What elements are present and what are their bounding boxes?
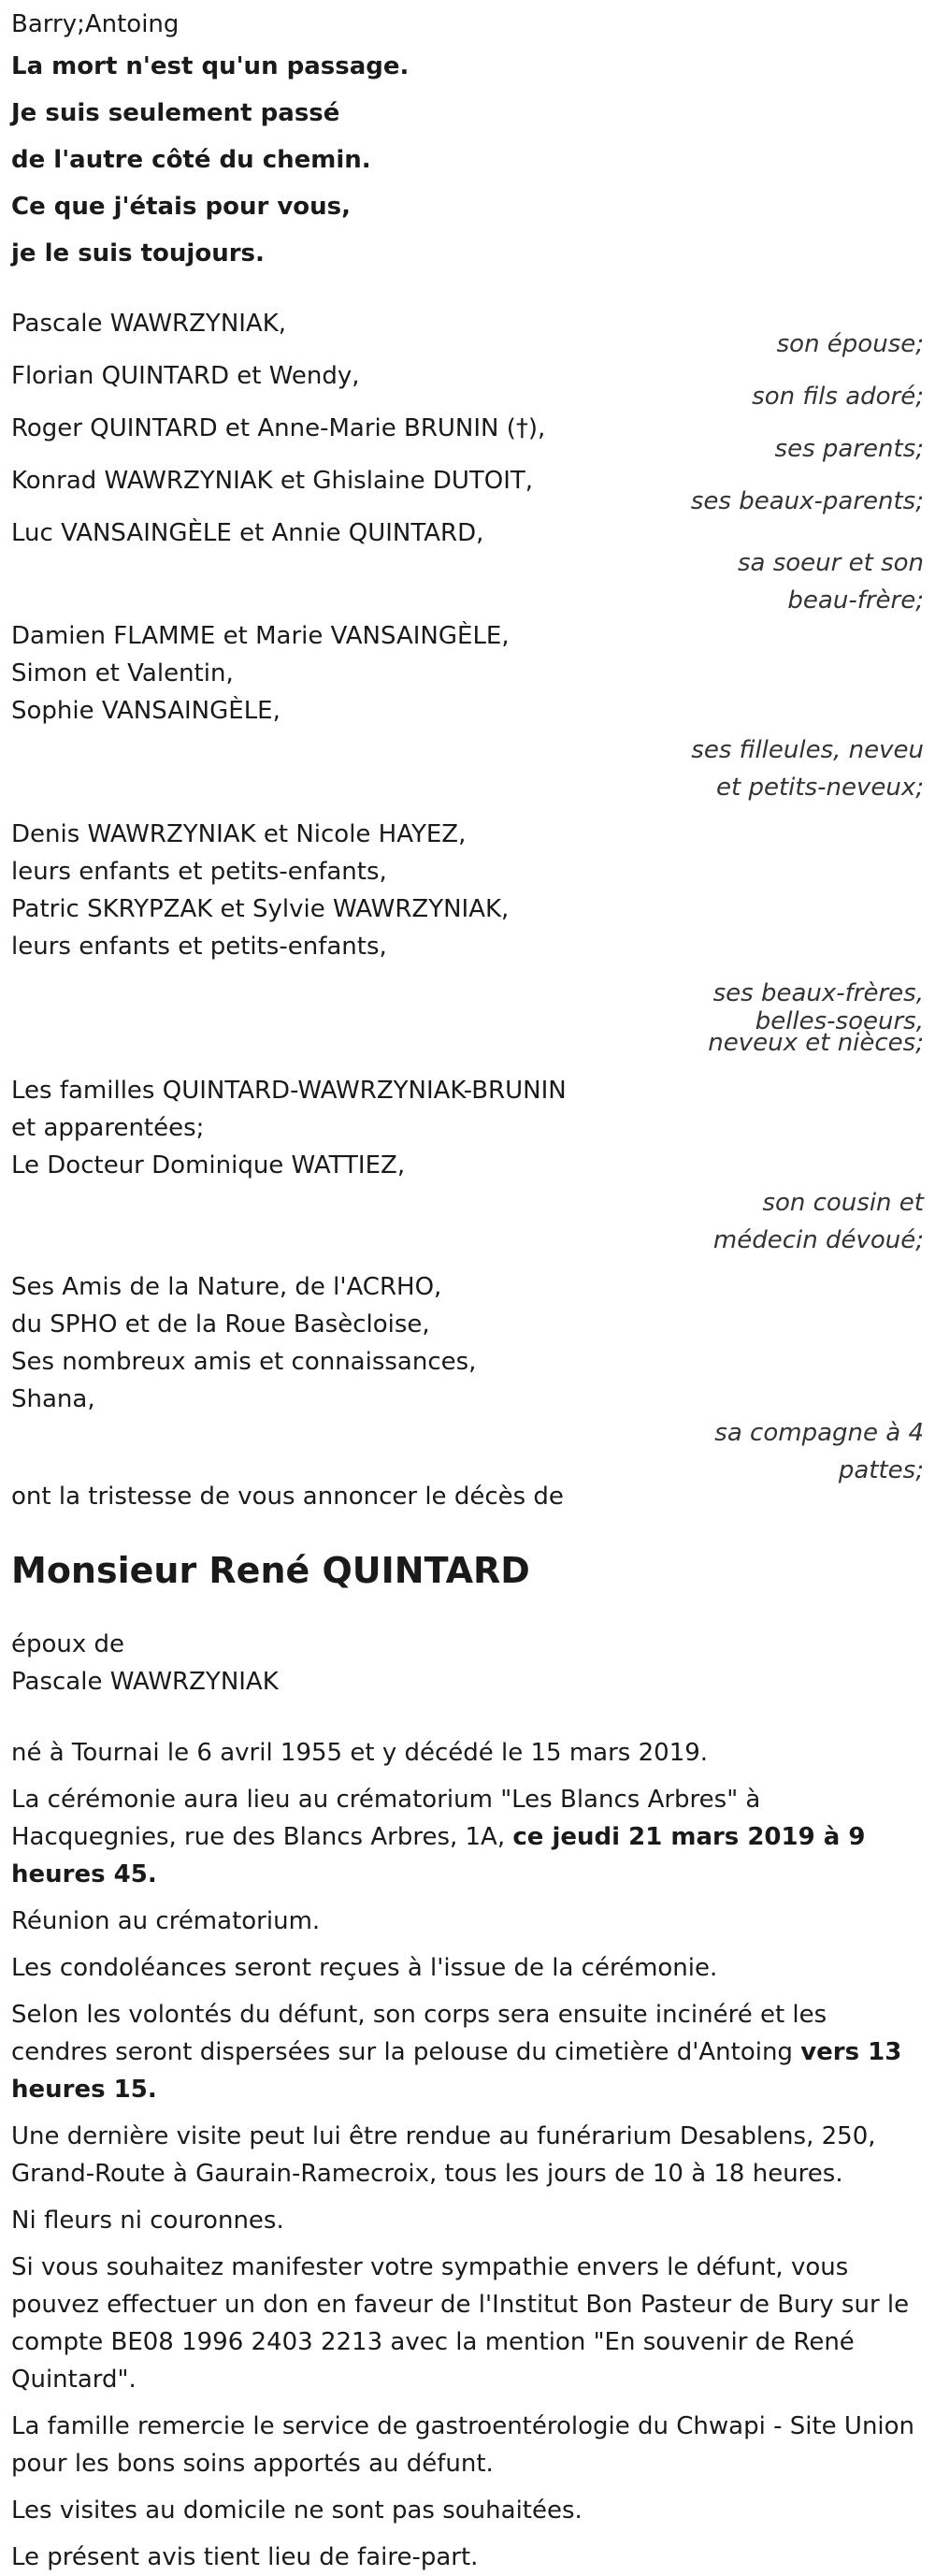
ceremony-paragraph: [11, 1781, 924, 1893]
flowers-paragraph: Ni fleurs ni couronnes.: [11, 2207, 284, 2235]
family-group: [11, 816, 924, 1055]
family-name: Konrad WAWRZYNIAK et Ghislaine DUTOIT,: [11, 467, 534, 495]
family-role: ses beaux-frères,: [712, 979, 924, 1007]
family-name: Roger QUINTARD et Anne-Marie BRUNIN (†),: [11, 414, 546, 442]
spouse-label: époux de: [11, 1630, 125, 1658]
family-name: Ses nombreux amis et connaissances,: [11, 1348, 477, 1376]
poem-line: Je suis seulement passé: [11, 99, 340, 127]
wishes-time: vers 13 heures 15.: [11, 2038, 902, 2104]
family-name: Simon et Valentin,: [11, 659, 234, 687]
wishes-paragraph: [11, 1996, 924, 2108]
family-name: Patric SKRYPZAK et Sylvie WAWRZYNIAK,: [11, 895, 510, 923]
donation-paragraph: Si vous souhaitez manifester votre sympathie envers le défunt, vous pouvez effectuer un don en faveur de l'Institut Bon Pasteur de Bury sur le compte BE08 1996 2403 2213 avec la mention "En souvenir de René Quintard".: [11, 2253, 910, 2394]
family-role: belles-soeurs,: [755, 1007, 924, 1035]
family-name: Ses Amis de la Nature, de l'ACRHO,: [11, 1273, 442, 1301]
family-role: son cousin et: [762, 1189, 924, 1217]
family-role: pattes;: [838, 1456, 924, 1484]
place-line: Barry;Antoing: [11, 10, 180, 38]
family-role: ses filleules, neveu: [691, 736, 924, 764]
birth-death-paragraph: né à Tournai le 6 avril 1955 et y décédé le 15 mars 2019.: [11, 1739, 709, 1767]
family-role: sa soeur et son: [737, 549, 924, 577]
family-role: sa compagne à 4: [714, 1419, 924, 1447]
family-group: [11, 410, 924, 468]
family-name: Pascale WAWRZYNIAK,: [11, 310, 287, 338]
poem-line: Ce que j'étais pour vous,: [11, 193, 352, 221]
visit-paragraph: Une dernière visite peut lui être rendue au funérarium Desablens, 250, Grand-Route à Gaurain-Ramecroix, tous les jours de 10 à 18 heures.: [11, 2122, 876, 2188]
family-name: Le Docteur Dominique WATTIEZ,: [11, 1151, 406, 1179]
home-visits-paragraph: Les visites au domicile ne sont pas souhaitées.: [11, 2496, 583, 2525]
poem-line: de l'autre côté du chemin.: [11, 146, 371, 174]
family-group: [11, 305, 924, 363]
ceremony-text: La cérémonie aura lieu au crématorium "Les Blancs Arbres" à Hacquegnies, rue des Blancs Arbres, 1A,: [11, 1786, 761, 1851]
family-name: Shana,: [11, 1385, 95, 1413]
family-name: Denis WAWRZYNIAK et Nicole HAYEZ,: [11, 820, 467, 848]
family-role: beau-frère;: [787, 586, 924, 615]
family-name: Florian QUINTARD et Wendy,: [11, 362, 360, 390]
family-name: leurs enfants et petits-enfants,: [11, 933, 387, 961]
deceased-name: Monsieur René QUINTARD: [11, 1550, 530, 1591]
family-group: [11, 1072, 924, 1259]
family-name: leurs enfants et petits-enfants,: [11, 858, 387, 886]
thanks-paragraph: La famille remercie le service de gastroentérologie du Chwapi - Site Union pour les bons soins apportés au défunt.: [11, 2412, 915, 2478]
ceremony-date: ce jeudi 21 mars 2019 à 9 heures 45.: [11, 1823, 866, 1889]
poem-line: je le suis toujours.: [11, 239, 265, 268]
poem-line: La mort n'est qu'un passage.: [11, 52, 410, 80]
family-name: et apparentées;: [11, 1114, 205, 1142]
wishes-text: Selon les volontés du défunt, son corps sera ensuite incinéré et les cendres seront dispersées sur la pelouse du cimetière d'Antoing: [11, 2001, 827, 2066]
obituary-page: [0, 6, 935, 2571]
spouse-name: Pascale WAWRZYNIAK: [11, 1668, 279, 1696]
notice-paragraph: Le présent avis tient lieu de faire-part.: [11, 2543, 479, 2571]
family-name: Luc VANSAINGÈLE et Annie QUINTARD,: [11, 519, 484, 547]
family-name: Damien FLAMME et Marie VANSAINGÈLE,: [11, 622, 510, 650]
family-role: ses beaux-parents;: [690, 487, 924, 515]
family-group: [11, 357, 924, 415]
poem: [11, 43, 924, 277]
announcement-text: ont la tristesse de vous annoncer le décès de: [11, 1483, 564, 1511]
family-role: son épouse;: [776, 330, 924, 358]
family-role: son fils adoré;: [752, 383, 924, 411]
family-role: neveux et nièces;: [708, 1029, 924, 1057]
family-role: ses parents;: [774, 435, 924, 463]
family-group: [11, 514, 924, 619]
family-role: médecin dévoué;: [712, 1226, 924, 1254]
spouse-info: [11, 1626, 924, 1700]
family-role: et petits-neveux;: [716, 774, 924, 802]
family-name: Les familles QUINTARD-WAWRZYNIAK-BRUNIN: [11, 1077, 567, 1105]
family-list: [11, 305, 924, 1515]
condolences-paragraph: Les condoléances seront reçues à l'issue de la cérémonie.: [11, 1954, 718, 1982]
family-name: Sophie VANSAINGÈLE,: [11, 697, 280, 725]
family-group: [11, 1268, 924, 1489]
family-group: [11, 617, 924, 806]
reunion-paragraph: Réunion au crématorium.: [11, 1907, 321, 1935]
family-name: du SPHO et de la Roue Basècloise,: [11, 1310, 430, 1339]
family-group: [11, 462, 924, 520]
